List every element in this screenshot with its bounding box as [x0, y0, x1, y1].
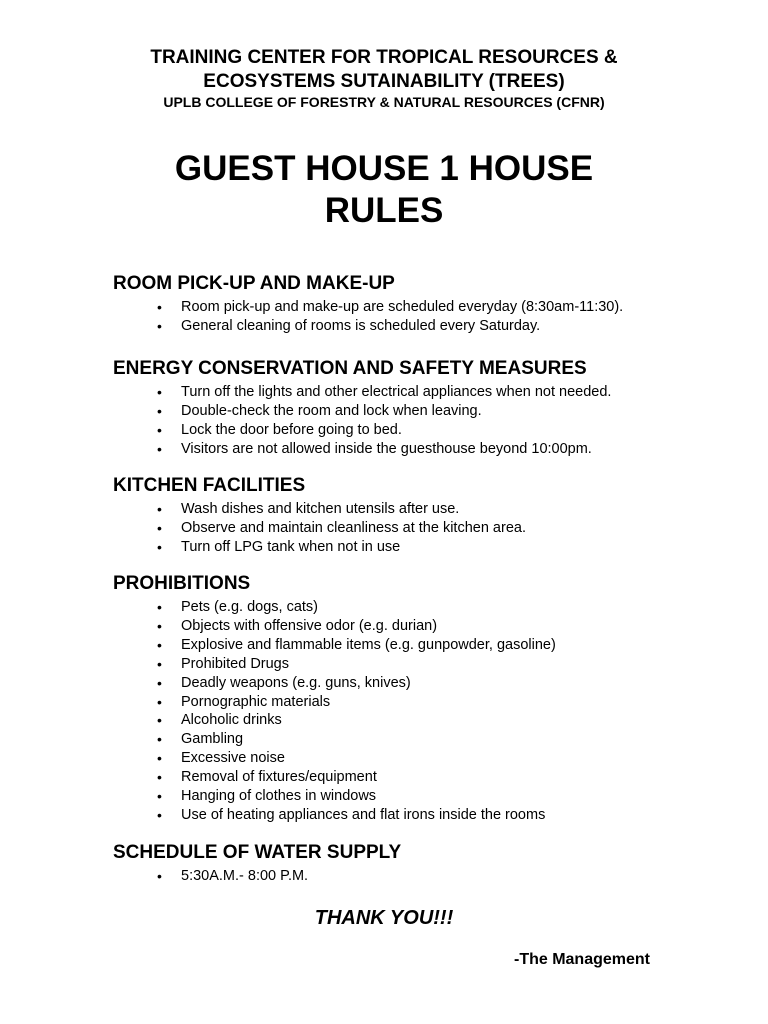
rule-item: • Visitors are not allowed inside the guesthouse beyond 10:00pm.	[157, 440, 733, 459]
page-title	[0, 148, 768, 232]
rule-list	[113, 383, 733, 459]
section-water-supply	[113, 842, 733, 886]
section-prohibitions	[113, 573, 733, 825]
rule-item: • Gambling	[157, 730, 733, 749]
rule-item: • Explosive and flammable items (e.g. gunpowder, gasoline)	[157, 636, 733, 655]
org-name-line-1: TRAINING CENTER FOR TROPICAL RESOURCES &	[150, 47, 618, 68]
college-name: UPLB COLLEGE OF FORESTRY & NATURAL RESOURCES (CFNR)	[163, 94, 605, 110]
rule-item: • Deadly weapons (e.g. guns, knives)	[157, 674, 733, 693]
rule-item: • Lock the door before going to bed.	[157, 421, 733, 440]
rule-item: • Wash dishes and kitchen utensils after use.	[157, 500, 733, 519]
org-name-line-2: ECOSYSTEMS SUTAINABILITY (TREES)	[203, 71, 565, 92]
rule-item: • Pets (e.g. dogs, cats)	[157, 598, 733, 617]
title-line-2: RULES	[324, 191, 444, 230]
section-heading: SCHEDULE OF WATER SUPPLY	[113, 842, 402, 863]
rule-list	[113, 598, 733, 825]
rule-item: • Prohibited Drugs	[157, 655, 733, 674]
rule-item: • Turn off the lights and other electrical appliances when not needed.	[157, 383, 733, 402]
rule-item: • Observe and maintain cleanliness at the kitchen area.	[157, 519, 733, 538]
rule-item: • Pornographic materials	[157, 693, 733, 712]
rule-item: • General cleaning of rooms is scheduled every Saturday.	[157, 317, 733, 336]
rule-item: • Alcoholic drinks	[157, 711, 733, 730]
rule-item: • Room pick-up and make-up are scheduled everyday (8:30am-11:30).	[157, 298, 733, 317]
rule-item: • 5:30A.M.- 8:00 P.M.	[157, 867, 733, 886]
rule-list	[113, 867, 733, 886]
section-heading: KITCHEN FACILITIES	[113, 475, 306, 496]
rule-item: • Excessive noise	[157, 749, 733, 768]
document-header	[0, 46, 768, 111]
rule-item: • Hanging of clothes in windows	[157, 787, 733, 806]
rule-item: • Removal of fixtures/equipment	[157, 768, 733, 787]
section-heading: ROOM PICK-UP AND MAKE-UP	[113, 273, 395, 294]
section-room-pickup	[113, 273, 733, 336]
rule-item: • Objects with offensive odor (e.g. durian)	[157, 617, 733, 636]
title-line-1: GUEST HOUSE 1 HOUSE	[174, 149, 594, 188]
rule-list	[113, 298, 733, 336]
thank-you-text: THANK YOU!!!	[314, 907, 454, 929]
section-kitchen	[113, 475, 733, 557]
section-heading: ENERGY CONSERVATION AND SAFETY MEASURES	[113, 358, 587, 379]
rule-list	[113, 500, 733, 557]
rule-item: • Turn off LPG tank when not in use	[157, 538, 733, 557]
section-energy-safety	[113, 358, 733, 459]
rule-item: • Double-check the room and lock when leaving.	[157, 402, 733, 421]
signature: -The Management	[513, 951, 650, 968]
rule-item: • Use of heating appliances and flat irons inside the rooms	[157, 806, 733, 825]
section-heading: PROHIBITIONS	[113, 573, 251, 594]
